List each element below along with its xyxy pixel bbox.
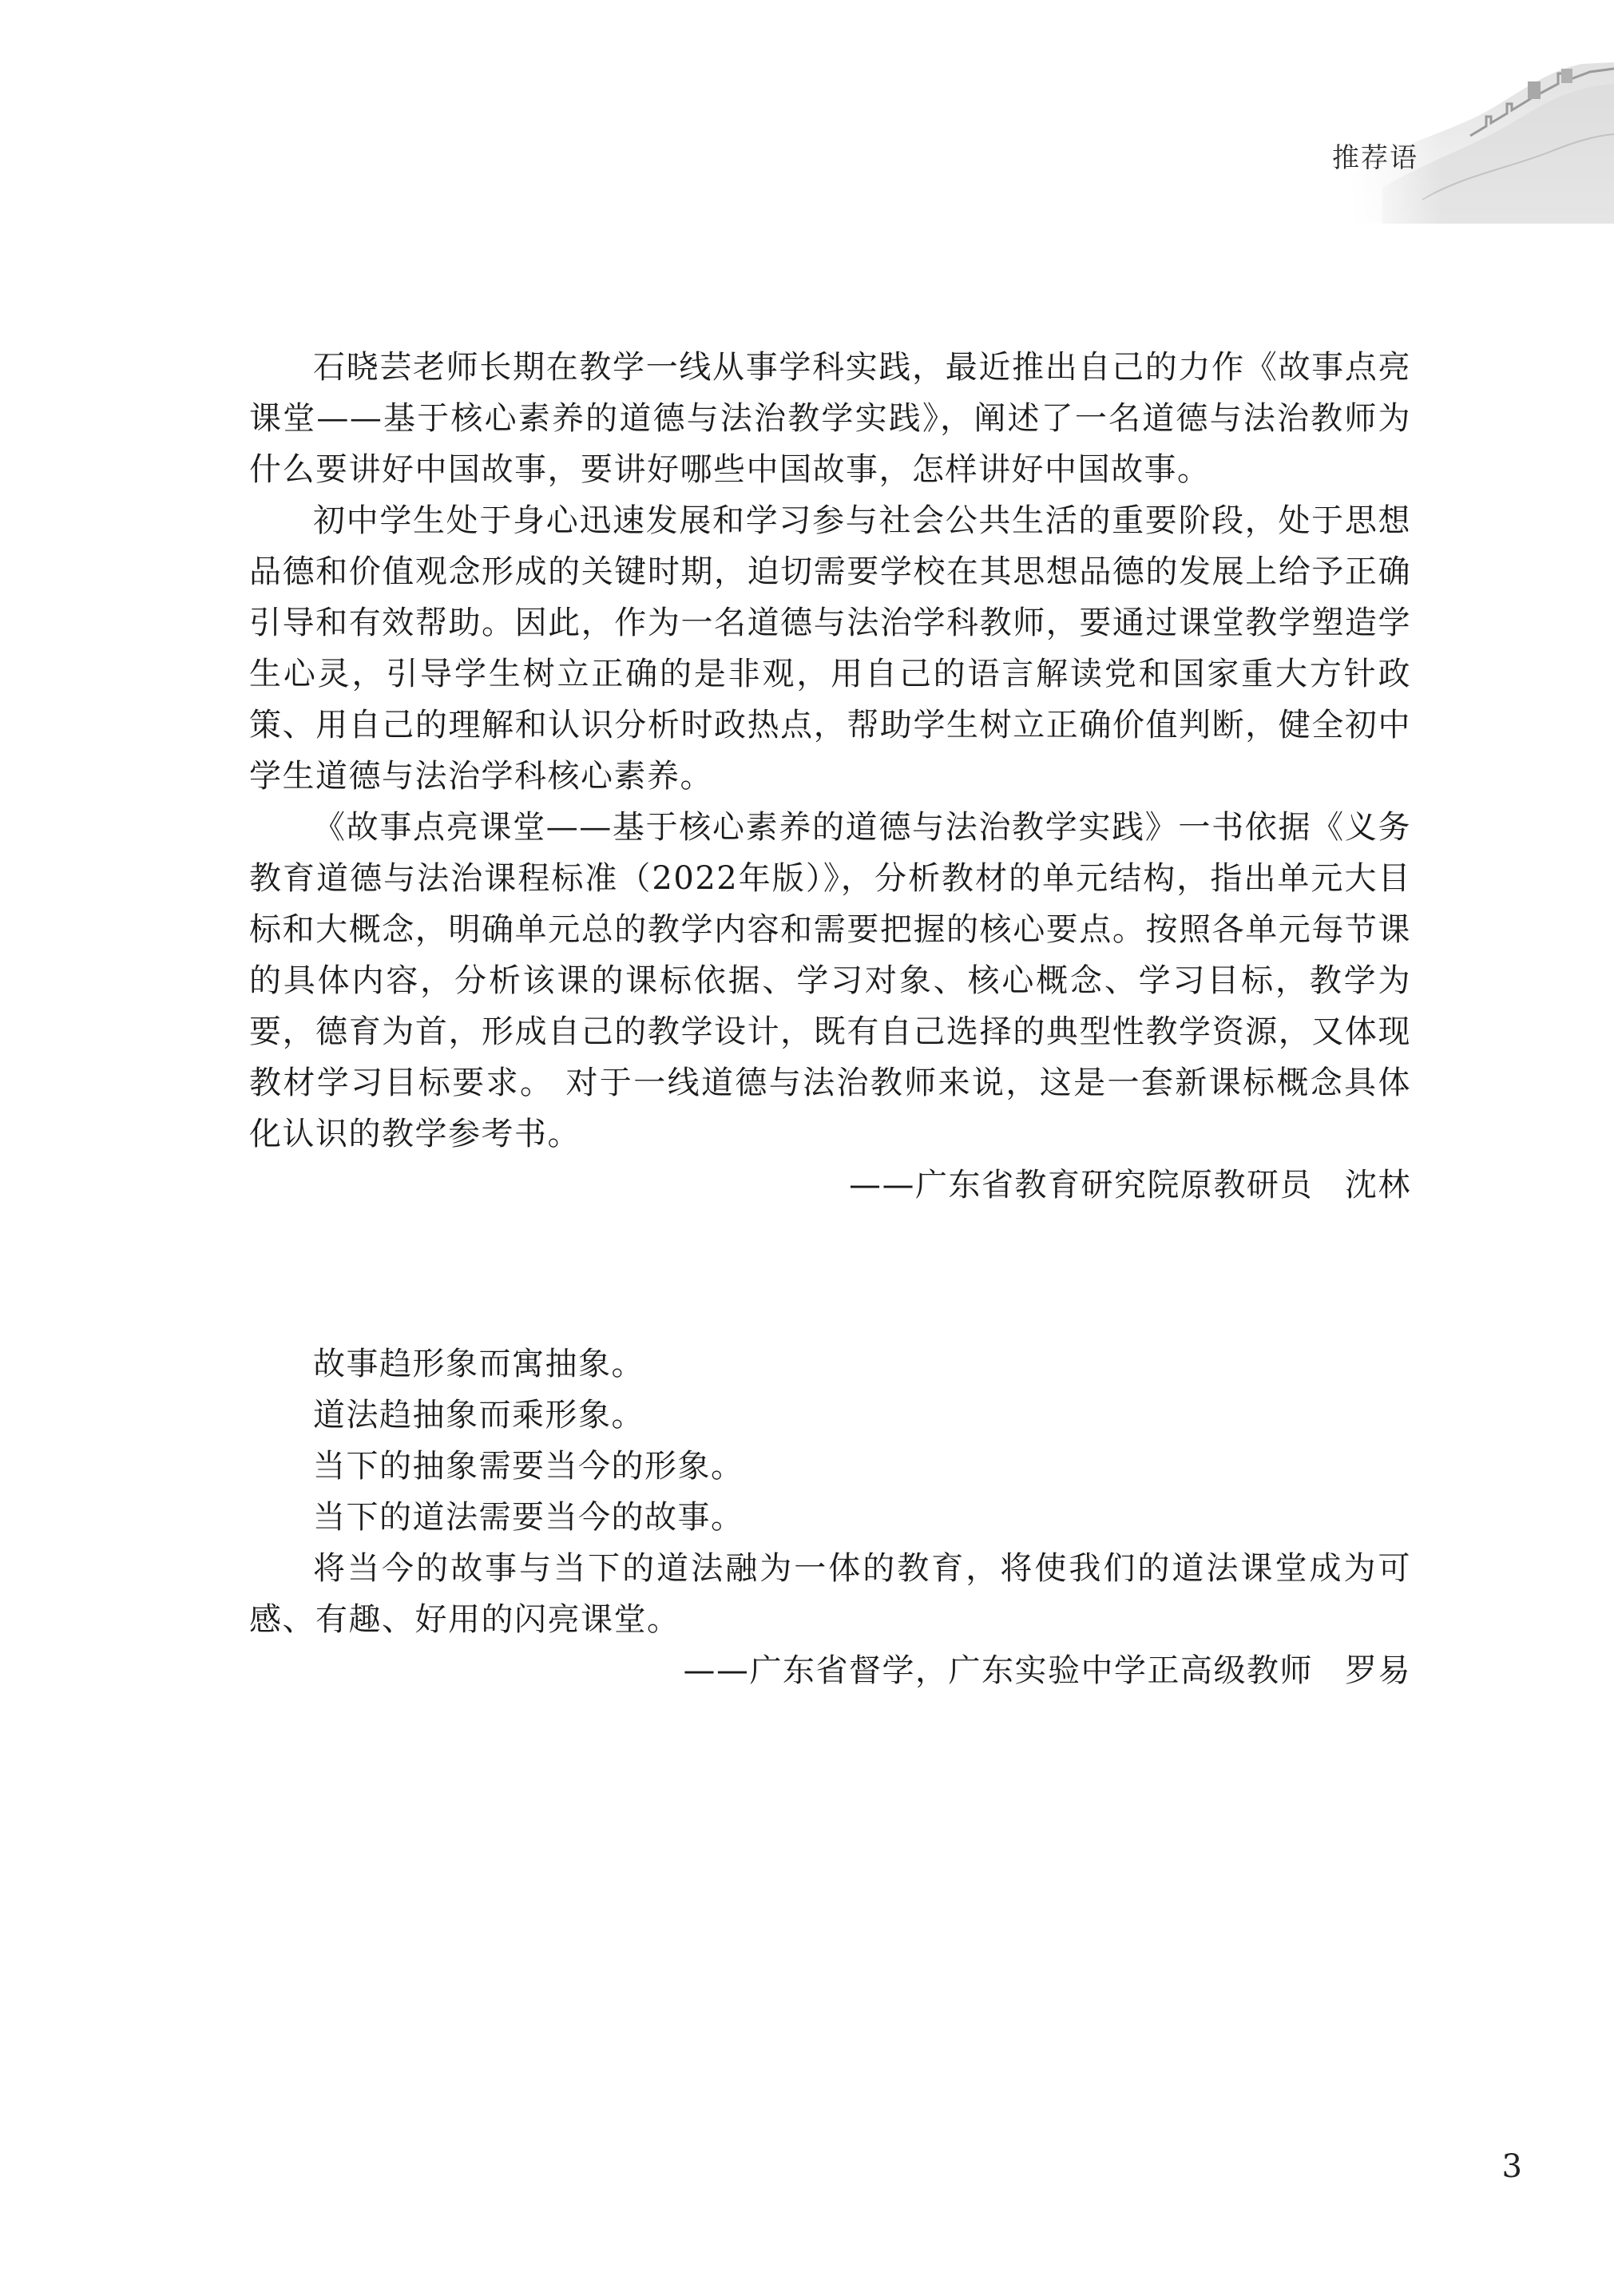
signature-title: ——广东省督学，广东实验中学正高级教师: [683, 1652, 1313, 1689]
verse-line: 当下的抽象需要当今的形象。: [313, 1448, 744, 1485]
page-body: [249, 342, 1411, 1696]
signature-title: ——广东省教育研究院原教研员: [849, 1167, 1313, 1204]
verse-line: 道法趋抽象而乘形象。: [313, 1397, 644, 1434]
signature-name: 罗易: [1345, 1652, 1411, 1689]
paragraph: 初中学生处于身心迅速发展和学习参与社会公共生活的重要阶段，处于思想品德和价值观念形成的关键时期，迫切需要学校在其思想品德的发展上给予正确引导和有效帮助。因此，作为一名道德与法治学科教师，要通过课堂教学塑造学生心灵，引导学生树立正确的是非观，用自己的语言解读党和国家重大方针政策、用自己的理解和认识分析时政热点，帮助学生树立正确价值判断，健全初中学生道德与法治学科核心素养。: [249, 502, 1411, 795]
paragraph: 《故事点亮课堂——基于核心素养的道德与法治教学实践》一书依据《义务教育道德与法治课程标准（2022年版）》，分析教材的单元结构，指出单元大目标和大概念，明确单元总的教学内容和需要把握的核心要点。按照各单元每节课的具体内容，分析该课的课标依据、学习对象、核心概念、学习目标，教学为要，德育为首，形成自己的教学设计，既有自己选择的典型性教学资源，又体现教材学习目标要求。 对于一线道德与法治教师来说，这是一套新课标概念具体化认识的教学参考书。: [249, 809, 1411, 1152]
signature: [249, 1160, 1411, 1211]
signature-name: 沈林: [1345, 1167, 1411, 1204]
verse-line: 故事趋形象而寓抽象。: [313, 1346, 644, 1382]
paragraph: 将当今的故事与当下的道法融为一体的教育，将使我们的道法课堂成为可感、有趣、好用的闪亮课堂。: [249, 1550, 1411, 1638]
page-number: 3: [1501, 2148, 1522, 2185]
section-label: 推荐语: [1332, 142, 1418, 174]
great-wall-decoration-icon: [1350, 40, 1614, 224]
section-gap: [249, 1211, 1411, 1338]
signature: [249, 1645, 1411, 1696]
verse-line: 当下的道法需要当今的故事。: [313, 1499, 744, 1536]
paragraph: 石晓芸老师长期在教学一线从事学科实践，最近推出自己的力作《故事点亮课堂——基于核心素养的道德与法治教学实践》，阐述了一名道德与法治教师为什么要讲好中国故事，要讲好哪些中国故事，怎样讲好中国故事。: [249, 349, 1411, 488]
